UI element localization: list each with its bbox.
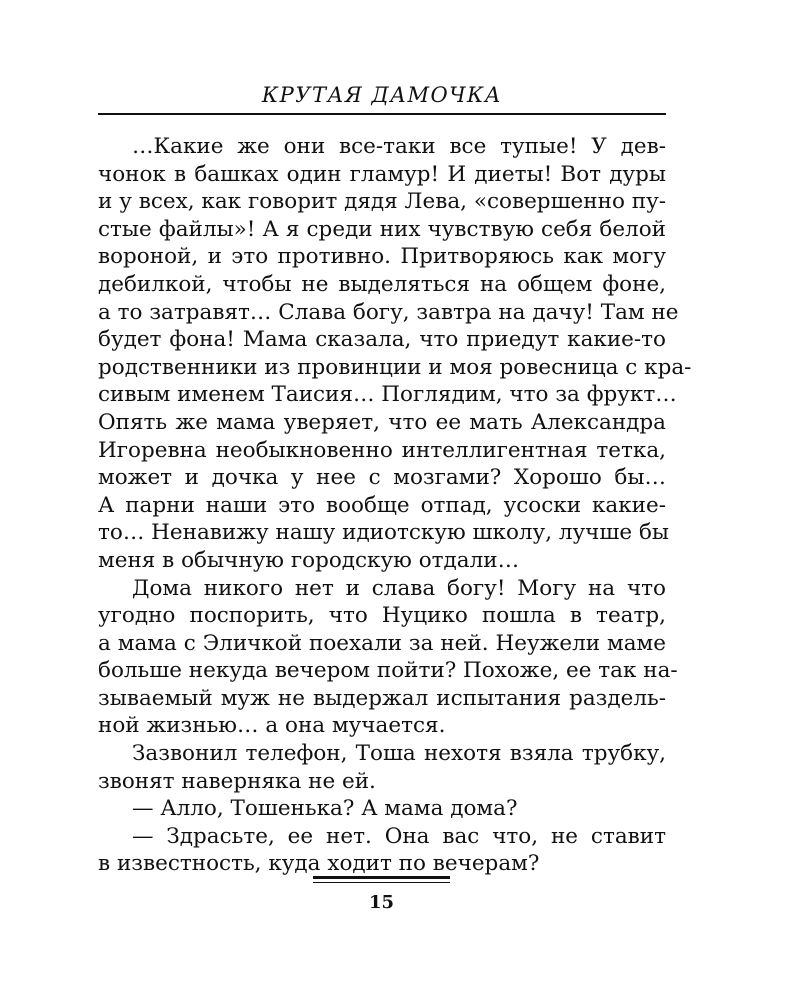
- text-line: — Здрасьте, ее нет. Она вас что, не ставит: [132, 823, 666, 849]
- text-line: родственники из провинции и моя ровесница с кра-: [98, 354, 692, 380]
- footer-rules: [313, 876, 450, 883]
- paragraph-3: [98, 740, 666, 795]
- running-title: КРУТАЯ ДАМОЧКА: [261, 83, 503, 107]
- text-line: угодно поспорить, что Нуцико пошла в театр,: [98, 603, 666, 629]
- text-line: стые файлы»! А я среди них чувствую себя белой: [98, 216, 666, 242]
- text-line: а то затравят… Слава богу, завтра на дачу! Там не: [98, 299, 679, 325]
- text-line: сивым именем Таисия… Поглядим, что за фрукт…: [98, 382, 677, 408]
- text-line: дебилкой, чтобы не выделяться на общем фоне,: [98, 271, 666, 297]
- text-line: то… Ненавижу нашу идиотскую школу, лучше бы: [98, 520, 669, 546]
- text-line: — Алло, Тошенька? А мама дома?: [132, 796, 518, 822]
- header-rule: [98, 113, 666, 115]
- text-line: в известность, куда ходит по вечерам?: [98, 851, 540, 877]
- paragraph-1: [98, 133, 692, 575]
- text-line: зываемый муж не выдержал испытания раздель-: [98, 685, 666, 711]
- footer-rule-thin: [313, 882, 450, 883]
- paragraph-2: [98, 575, 678, 741]
- text-line: …Какие же они все-таки все тупые! У дев-: [132, 134, 666, 159]
- text-line: ной жизнью… а она мучается.: [98, 713, 446, 739]
- text-line: А парни наши это вообще отпад, усоски какие-: [98, 492, 666, 518]
- paragraph-5: [98, 823, 666, 878]
- text-line: звонят наверняка не ей.: [98, 768, 376, 794]
- text-line: Дома никого нет и слава богу! Могу на что: [132, 575, 666, 601]
- text-line: меня в обычную городскую отдали…: [98, 547, 520, 573]
- text-line: Опять же мама уверяет, что ее мать Александра: [98, 409, 666, 435]
- text-line: вороной, и это противно. Притворяюсь как могу: [98, 244, 666, 270]
- paragraph-4: [98, 795, 666, 823]
- text-line: будет фона! Мама сказала, что приедут какие-то: [98, 327, 666, 353]
- footer-rule-thick: [313, 876, 450, 879]
- body-text: [98, 133, 692, 878]
- text-line: и у всех, как говорит дядя Лева, «совершенно пу-: [98, 189, 666, 215]
- text-line: Игоревна необыкновенно интеллигентная тетка,: [98, 437, 666, 463]
- page-number: 15: [368, 892, 395, 913]
- text-line: чонок в башках один гламур! И диеты! Вот дуры: [98, 161, 666, 187]
- text-line: Зазвонил телефон, Тоша нехотя взяла трубку,: [132, 741, 666, 767]
- text-line: а мама с Эличкой поехали за ней. Неужели маме: [98, 630, 666, 656]
- text-line: больше некуда вечером пойти? Похоже, ее так на-: [98, 658, 678, 684]
- text-line: может и дочка у нее с мозгами? Хорошо бы…: [98, 465, 666, 491]
